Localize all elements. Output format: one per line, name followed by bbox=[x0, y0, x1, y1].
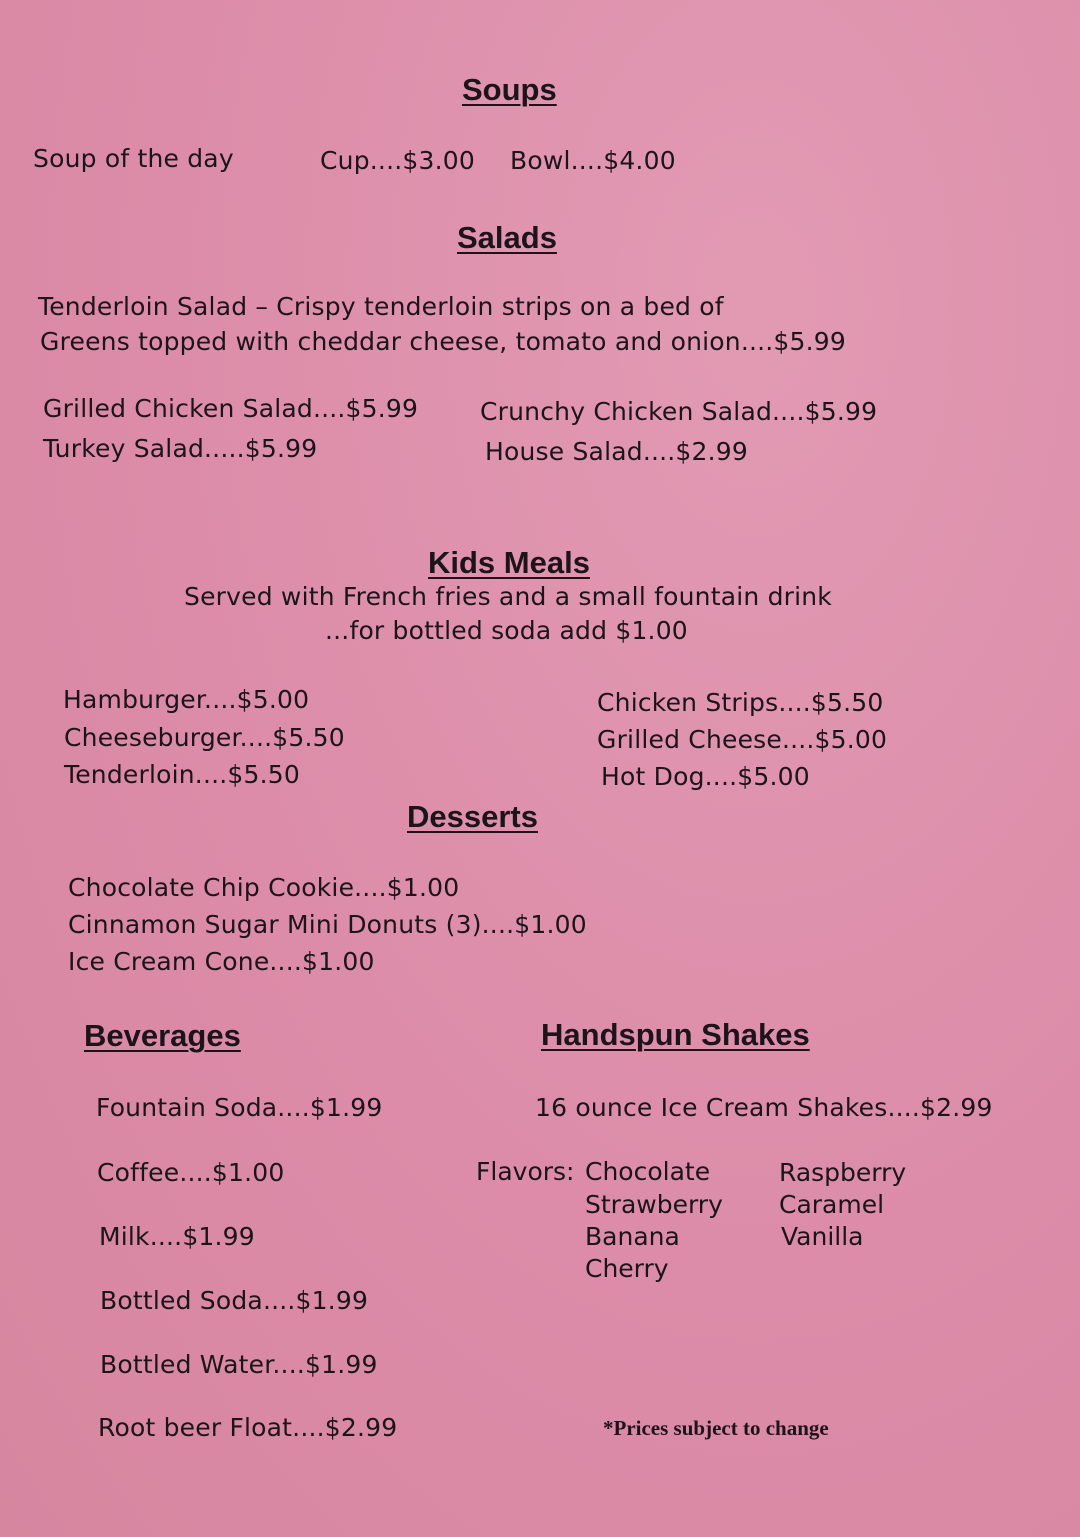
salad-item: Turkey Salad.....$5.99 bbox=[43, 434, 318, 463]
flavor-item: Chocolate bbox=[585, 1157, 711, 1186]
beverage-item: Coffee....$1.00 bbox=[97, 1158, 285, 1187]
soup-cup-price: Cup....$3.00 bbox=[320, 146, 475, 175]
desserts-heading: Desserts bbox=[407, 799, 538, 834]
beverage-item: Bottled Water....$1.99 bbox=[100, 1350, 378, 1379]
tenderloin-salad-line1: Tenderloin Salad – Crispy tenderloin strips on a bed of bbox=[38, 292, 724, 321]
shakes-heading: Handspun Shakes bbox=[541, 1017, 810, 1052]
kids-meal-item: Hamburger....$5.00 bbox=[63, 685, 310, 714]
flavor-item: Caramel bbox=[779, 1190, 885, 1219]
flavor-item: Vanilla bbox=[781, 1222, 864, 1251]
salad-item: Grilled Chicken Salad....$5.99 bbox=[43, 394, 419, 423]
beverage-item: Root beer Float....$2.99 bbox=[98, 1413, 398, 1442]
kids-meals-note-2: ...for bottled soda add $1.00 bbox=[325, 616, 688, 645]
shake-item: 16 ounce Ice Cream Shakes....$2.99 bbox=[535, 1093, 993, 1122]
beverage-item: Fountain Soda....$1.99 bbox=[96, 1093, 383, 1122]
flavor-item: Raspberry bbox=[779, 1158, 907, 1187]
kids-meal-item: Cheeseburger....$5.50 bbox=[64, 723, 345, 752]
soup-item-name: Soup of the day bbox=[33, 144, 234, 173]
flavor-item: Cherry bbox=[585, 1254, 669, 1283]
salads-heading: Salads bbox=[457, 220, 557, 255]
tenderloin-salad-line2: Greens topped with cheddar cheese, tomato and onion....$5.99 bbox=[40, 327, 846, 356]
prices-note: *Prices subject to change bbox=[603, 1416, 829, 1440]
kids-meal-item: Hot Dog....$5.00 bbox=[601, 762, 810, 791]
beverage-item: Bottled Soda....$1.99 bbox=[100, 1286, 369, 1315]
beverages-heading: Beverages bbox=[84, 1018, 241, 1053]
beverage-item: Milk....$1.99 bbox=[99, 1222, 255, 1251]
salad-item: Crunchy Chicken Salad....$5.99 bbox=[480, 397, 878, 426]
dessert-item: Chocolate Chip Cookie....$1.00 bbox=[68, 873, 460, 902]
salad-item: House Salad....$2.99 bbox=[485, 437, 748, 466]
dessert-item: Ice Cream Cone....$1.00 bbox=[68, 947, 375, 976]
flavor-item: Strawberry bbox=[585, 1190, 723, 1219]
soup-bowl-price: Bowl....$4.00 bbox=[510, 146, 676, 175]
kids-meal-item: Chicken Strips....$5.50 bbox=[597, 688, 884, 717]
kids-meals-note-1: Served with French fries and a small fountain drink bbox=[184, 582, 832, 611]
kids-meal-item: Grilled Cheese....$5.00 bbox=[597, 725, 888, 754]
kids-meal-item: Tenderloin....$5.50 bbox=[64, 760, 300, 789]
dessert-item: Cinnamon Sugar Mini Donuts (3)....$1.00 bbox=[68, 910, 587, 939]
soups-heading: Soups bbox=[462, 72, 557, 107]
flavors-label: Flavors: bbox=[476, 1157, 575, 1186]
flavor-item: Banana bbox=[585, 1222, 680, 1251]
kids-meals-heading: Kids Meals bbox=[428, 545, 590, 580]
